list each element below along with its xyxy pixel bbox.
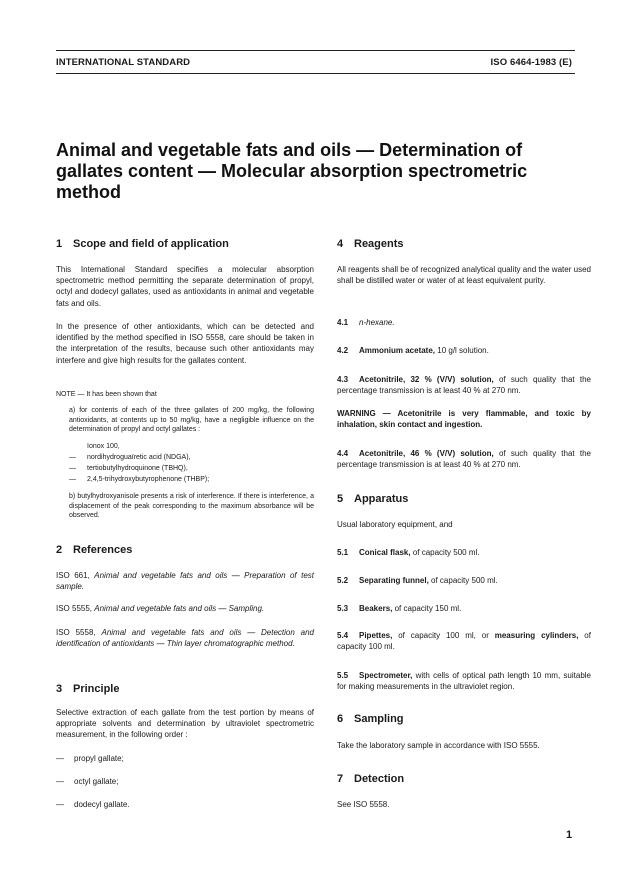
reference-title: Animal and vegetable fats and oils — Sampling. <box>94 604 265 613</box>
section-number: 7 <box>337 773 344 785</box>
clause-number: 5.2 <box>337 576 349 585</box>
clause-number: 5.5 <box>337 671 349 680</box>
note-a-item: — 2,4,5-trihydroxybutyrophenone (THBP); <box>69 476 210 483</box>
reference-code: ISO 661, <box>56 571 90 580</box>
clause-label: Acetonitrile, 46 % (V/V) solution, <box>359 449 494 458</box>
clause-text: of such quality that the percentage transmission is at least 40 % at 270 nm. <box>337 375 591 396</box>
clause-label: Pipettes, <box>359 631 393 640</box>
reference-iso-5558 <box>56 627 314 649</box>
reference-title: Animal and vegetable fats and oils — Detection and identification of antioxidants — Thin layer chromatographic method. <box>56 628 315 649</box>
note-b: b) butylhydroxyanisole presents a risk of interference. If there is interference, a displacement of the peak corresponding to the maximum absorbance will be observed. <box>69 493 314 520</box>
section-5-heading <box>337 493 408 505</box>
section-4-heading <box>337 238 404 250</box>
reference-code: ISO 5558, <box>56 628 96 637</box>
clause-text: 10 g/l solution. <box>437 346 489 355</box>
section-number: 4 <box>337 238 344 250</box>
clause-label: Beakers, <box>359 604 393 613</box>
acetonitrile-warning: WARNING — Acetonitrile is very flammable, and toxic by inhalation, skin contact and ingestion. <box>337 409 591 430</box>
section-title: Reagents <box>354 238 404 250</box>
reagent-4-4 <box>337 448 591 470</box>
section-title: Detection <box>354 773 405 785</box>
clause-label-2: measuring cylinders, <box>494 631 579 640</box>
clause-label: Spectrometer, <box>359 671 413 680</box>
principle-item-text: propyl gallate; <box>74 754 124 763</box>
clause-number: 4.4 <box>337 449 349 458</box>
clause-label: Conical flask, <box>359 548 411 557</box>
section-7-heading <box>337 773 404 785</box>
scope-paragraph-1: This International Standard specifies a molecular absorption spectrometric method permitting the separate determination of propyl, octyl and dodecyl gallates, used as antioxidants in animal and vegetable fats and oils. <box>56 265 314 308</box>
left-column <box>56 0 314 877</box>
section-number: 5 <box>337 493 344 505</box>
reagent-4-2 <box>337 345 591 356</box>
section-title: Apparatus <box>354 493 409 505</box>
clause-number: 5.4 <box>337 631 349 640</box>
principle-item: — octyl gallate; <box>56 777 119 786</box>
clause-number: 5.1 <box>337 548 349 557</box>
right-column <box>337 0 591 877</box>
title-line-1: Animal and vegetable fats and oils — Determination of <box>56 140 523 160</box>
clause-text: of capacity 500 ml. <box>412 548 480 557</box>
section-2-heading <box>56 544 132 556</box>
section-1-heading <box>56 238 229 250</box>
header-standard-label: INTERNATIONAL STANDARD <box>56 57 191 68</box>
apparatus-5-4 <box>337 630 591 652</box>
reference-iso-5555 <box>56 603 314 614</box>
principle-item: — propyl gallate; <box>56 754 124 763</box>
clause-number: 4.2 <box>337 346 349 355</box>
clause-number: 4.1 <box>337 318 349 327</box>
scope-paragraph-2: In the presence of other antioxidants, which can be detected and identified by the method specified in ISO 5558, care should be taken in the interpretation of the results, because such other antioxidants may interfere and give high results for the gallates content. <box>56 322 314 365</box>
page-number: 1 <box>566 829 573 841</box>
title-line-3: method <box>56 182 121 202</box>
note-a-item: — tertiobutylhydroquinone (TBHQ), <box>69 465 188 472</box>
clause-text: of such quality that the percentage transmission is at least 40 % at 270 nm. <box>337 449 591 470</box>
section-title: Sampling <box>354 713 404 725</box>
reagent-4-1 <box>337 317 591 328</box>
clause-text: of capacity 100 ml, or <box>398 631 489 640</box>
reference-title: Animal and vegetable fats and oils — Preparation of test sample. <box>56 571 314 592</box>
section-6-heading <box>337 713 404 725</box>
clause-text: of capacity 150 ml. <box>394 604 462 613</box>
section-number: 6 <box>337 713 344 725</box>
clause-number: 5.3 <box>337 604 349 613</box>
reference-code: ISO 5555, <box>56 604 93 613</box>
apparatus-5-3 <box>337 603 591 614</box>
clause-text: of capacity 500 ml. <box>431 576 498 585</box>
clause-label: Separating funnel, <box>359 576 429 585</box>
header-standard-number: ISO 6464-1983 (E) <box>490 57 572 68</box>
clause-label: Acetonitrile, 32 % (V/V) solution, <box>359 375 494 384</box>
section-number: 1 <box>56 238 63 250</box>
sampling-paragraph: Take the laboratory sample in accordance with ISO 5555. <box>337 741 540 750</box>
note-a-item-text: nordihydroguaïretic acid (NDGA), <box>87 454 191 461</box>
reagent-4-3 <box>337 374 591 396</box>
reagents-paragraph: All reagents shall be of recognized analytical quality and the water used shall be distilled water or water of at least equivalent purity. <box>337 265 591 286</box>
section-number: 2 <box>56 544 63 556</box>
section-number: 3 <box>56 683 63 695</box>
section-title: Scope and field of application <box>73 238 229 250</box>
section-3-heading <box>56 683 119 695</box>
note-a-item-text: 2,4,5-trihydroxybutyrophenone (THBP); <box>87 476 210 483</box>
note-a: a) for contents of each of the three gallates of 200 mg/kg, the following antioxidants, at contents up to 50 mg/kg, have a negligible influence on the determination of propyl and octyl gallates : <box>69 407 314 434</box>
clause-text: with cells of optical path length 10 mm, suitable for making measurements in the ultraviolet region. <box>337 671 591 692</box>
principle-item: — dodecyl gallate. <box>56 800 130 809</box>
clause-label: Ammonium acetate, <box>359 346 436 355</box>
principle-item-text: octyl gallate; <box>74 777 119 786</box>
title-line-2: gallates content — Molecular absorption spectrometric <box>56 161 528 181</box>
note-a-item-text: tertiobutylhydroquinone (TBHQ), <box>87 465 188 472</box>
principle-item-text: dodecyl gallate. <box>74 800 130 809</box>
note-intro: NOTE — It has been shown that <box>56 391 157 398</box>
principle-paragraph: Selective extraction of each gallate from the test portion by means of appropriate solvents and determination by ultraviolet spectrometric measurement, in the following order : <box>56 708 314 740</box>
section-title: References <box>73 544 133 556</box>
apparatus-paragraph: Usual laboratory equipment, and <box>337 520 453 529</box>
clause-label: n-hexane. <box>359 318 395 327</box>
reference-iso-661 <box>56 570 314 592</box>
apparatus-5-5 <box>337 670 591 692</box>
clause-text-2: of capacity 100 ml. <box>337 631 591 652</box>
note-a-item <box>87 442 307 452</box>
section-title: Principle <box>73 683 120 695</box>
note-a-item: — nordihydroguaïretic acid (NDGA), <box>69 454 191 461</box>
note-a-item-text: Ionox 100, <box>87 443 120 450</box>
detection-paragraph: See ISO 5558. <box>337 800 390 809</box>
clause-number: 4.3 <box>337 375 349 384</box>
apparatus-5-1 <box>337 547 591 558</box>
apparatus-5-2 <box>337 575 591 586</box>
